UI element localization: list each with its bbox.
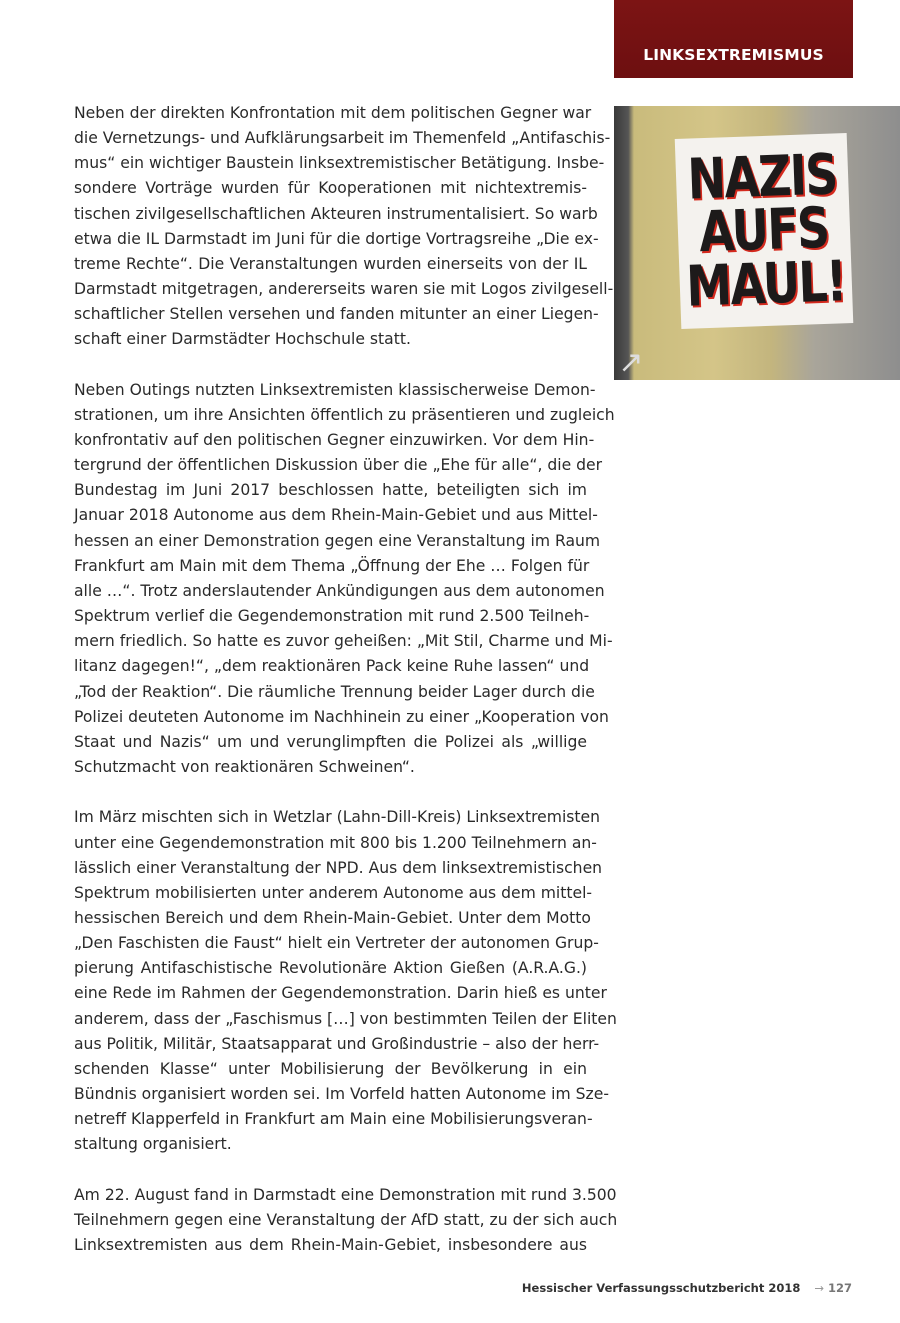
text-line: litanz dagegen!“, „dem reaktionären Pack keine Ruhe lassen“ und	[74, 657, 590, 676]
text-line: etwa die IL Darmstadt im Juni für die dortige Vortragsreihe „Die ex-	[74, 229, 599, 248]
sticker-line: AUFS	[698, 196, 830, 266]
text-line: mus“ ein wichtiger Baustein linksextremistischer Betätigung. Insbe-	[74, 154, 605, 173]
publication-title: Hessischer Verfassungsschutzbericht 2018	[521, 1281, 801, 1295]
body-text	[74, 101, 618, 1283]
sticker	[675, 133, 854, 329]
text-line: Neben Outings nutzten Linksextremisten klassischerweise Demon-	[74, 380, 596, 399]
text-line: Frankfurt am Main mit dem Thema „Öffnung der Ehe … Folgen für	[74, 556, 590, 575]
text-line: aus Politik, Militär, Staatsapparat und Großindustrie – also der herr-	[74, 1034, 600, 1053]
text-line: pierung Antifaschistische Revolutionäre Aktion Gießen (A.R.A.G.)	[74, 959, 587, 978]
text-line: anderem, dass der „Faschismus […] von bestimmten Teilen der Eliten	[74, 1009, 617, 1028]
section-title: LINKSEXTREMISMUS	[643, 46, 824, 64]
text-line: Am 22. August fand in Darmstadt eine Demonstration mit rund 3.500	[74, 1185, 617, 1204]
paragraph	[74, 101, 614, 353]
text-line: Darmstadt mitgetragen, andererseits waren sie mit Logos zivilgesell-	[74, 280, 614, 299]
text-line: „Tod der Reaktion“. Die räumliche Trennung beider Lager durch die	[74, 682, 595, 701]
sticker-line: MAUL!	[685, 248, 847, 320]
text-line: Januar 2018 Autonome aus dem Rhein-Main-Gebiet und aus Mittel-	[74, 506, 598, 525]
text-line: treme Rechte“. Die Veranstaltungen wurden einerseits von der IL	[74, 254, 587, 273]
sticker-photo	[614, 106, 900, 380]
arrow-right-icon: →	[814, 1281, 824, 1295]
text-line: unter eine Gegendemonstration mit 800 bis 1.200 Teilnehmern an-	[74, 833, 597, 852]
section-banner	[614, 0, 853, 78]
text-line: schaft einer Darmstädter Hochschule statt.	[74, 330, 411, 349]
text-line: Neben der direkten Konfrontation mit dem politischen Gegner war	[74, 104, 592, 122]
text-line: Teilnehmern gegen eine Veranstaltung der AfD statt, zu der sich auch	[74, 1210, 618, 1229]
text-line: Bündnis organisiert worden sei. Im Vorfeld hatten Autonome im Sze-	[74, 1085, 609, 1104]
text-line: konfrontativ auf den politischen Gegner einzuwirken. Vor dem Hin-	[74, 431, 595, 450]
text-line: Bundestag im Juni 2017 beschlossen hatte, beteiligten sich im	[74, 481, 587, 500]
text-line: staltung organisiert.	[74, 1135, 232, 1154]
text-line: lässlich einer Veranstaltung der NPD. Aus dem linksextremistischen	[74, 858, 603, 877]
paragraph	[74, 1183, 618, 1258]
text-line: „Den Faschisten die Faust“ hielt ein Vertreter der autonomen Grup-	[74, 934, 599, 953]
text-line: schenden Klasse“ unter Mobilisierung der Bevölkerung in ein	[74, 1059, 587, 1078]
text-line: Spektrum verlief die Gegendemonstration mit rund 2.500 Teilneh-	[74, 607, 590, 626]
text-line: schaftlicher Stellen versehen und fanden mitunter an einer Liegen-	[74, 305, 599, 324]
arrow-up-right-icon[interactable]: ↗	[618, 345, 644, 380]
sticker-line: NAZIS	[686, 142, 838, 213]
paragraph	[74, 378, 615, 781]
text-line: Im März mischten sich in Wetzlar (Lahn-Dill-Kreis) Linksextremisten	[74, 808, 601, 827]
text-line: Spektrum mobilisierten unter anderem Autonome aus dem mittel-	[74, 883, 593, 902]
text-line: netreff Klapperfeld in Frankfurt am Main eine Mobilisierungsveran-	[74, 1110, 593, 1129]
text-line: sondere Vorträge wurden für Kooperationen mit nichtextremis-	[74, 179, 587, 198]
text-line: Staat und Nazis“ um und verunglimpften die Polizei als „willige	[74, 732, 587, 751]
text-line: die Vernetzungs- und Aufklärungsarbeit im Themenfeld „Antifaschis-	[74, 129, 611, 148]
text-line: strationen, um ihre Ansichten öffentlich zu präsentieren und zugleich	[74, 405, 615, 424]
page-footer	[522, 1281, 852, 1295]
text-line: hessischen Bereich und dem Rhein-Main-Gebiet. Unter dem Motto	[74, 908, 591, 927]
text-line: hessen an einer Demonstration gegen eine Veranstaltung im Raum	[74, 531, 601, 550]
text-line: alle …“. Trotz anderslautender Ankündigungen aus dem autonomen	[74, 581, 605, 600]
text-line: eine Rede im Rahmen der Gegendemonstration. Darin hieß es unter	[74, 984, 607, 1003]
paragraph	[74, 805, 617, 1157]
text-line: tergrund der öffentlichen Diskussion über die „Ehe für alle“, die der	[74, 456, 603, 475]
text-line: Linksextremisten aus dem Rhein-Main-Gebiet, insbesondere aus	[74, 1235, 587, 1254]
text-line: mern friedlich. So hatte es zuvor geheißen: „Mit Stil, Charme und Mi-	[74, 632, 613, 651]
page-number: 127	[827, 1281, 852, 1295]
text-line: Schutzmacht von reaktionären Schweinen“.	[74, 758, 415, 777]
text-line: tischen zivilgesellschaftlichen Akteuren instrumentalisiert. So warb	[74, 204, 598, 223]
text-line: Polizei deuteten Autonome im Nachhinein zu einer „Kooperation von	[74, 707, 609, 726]
